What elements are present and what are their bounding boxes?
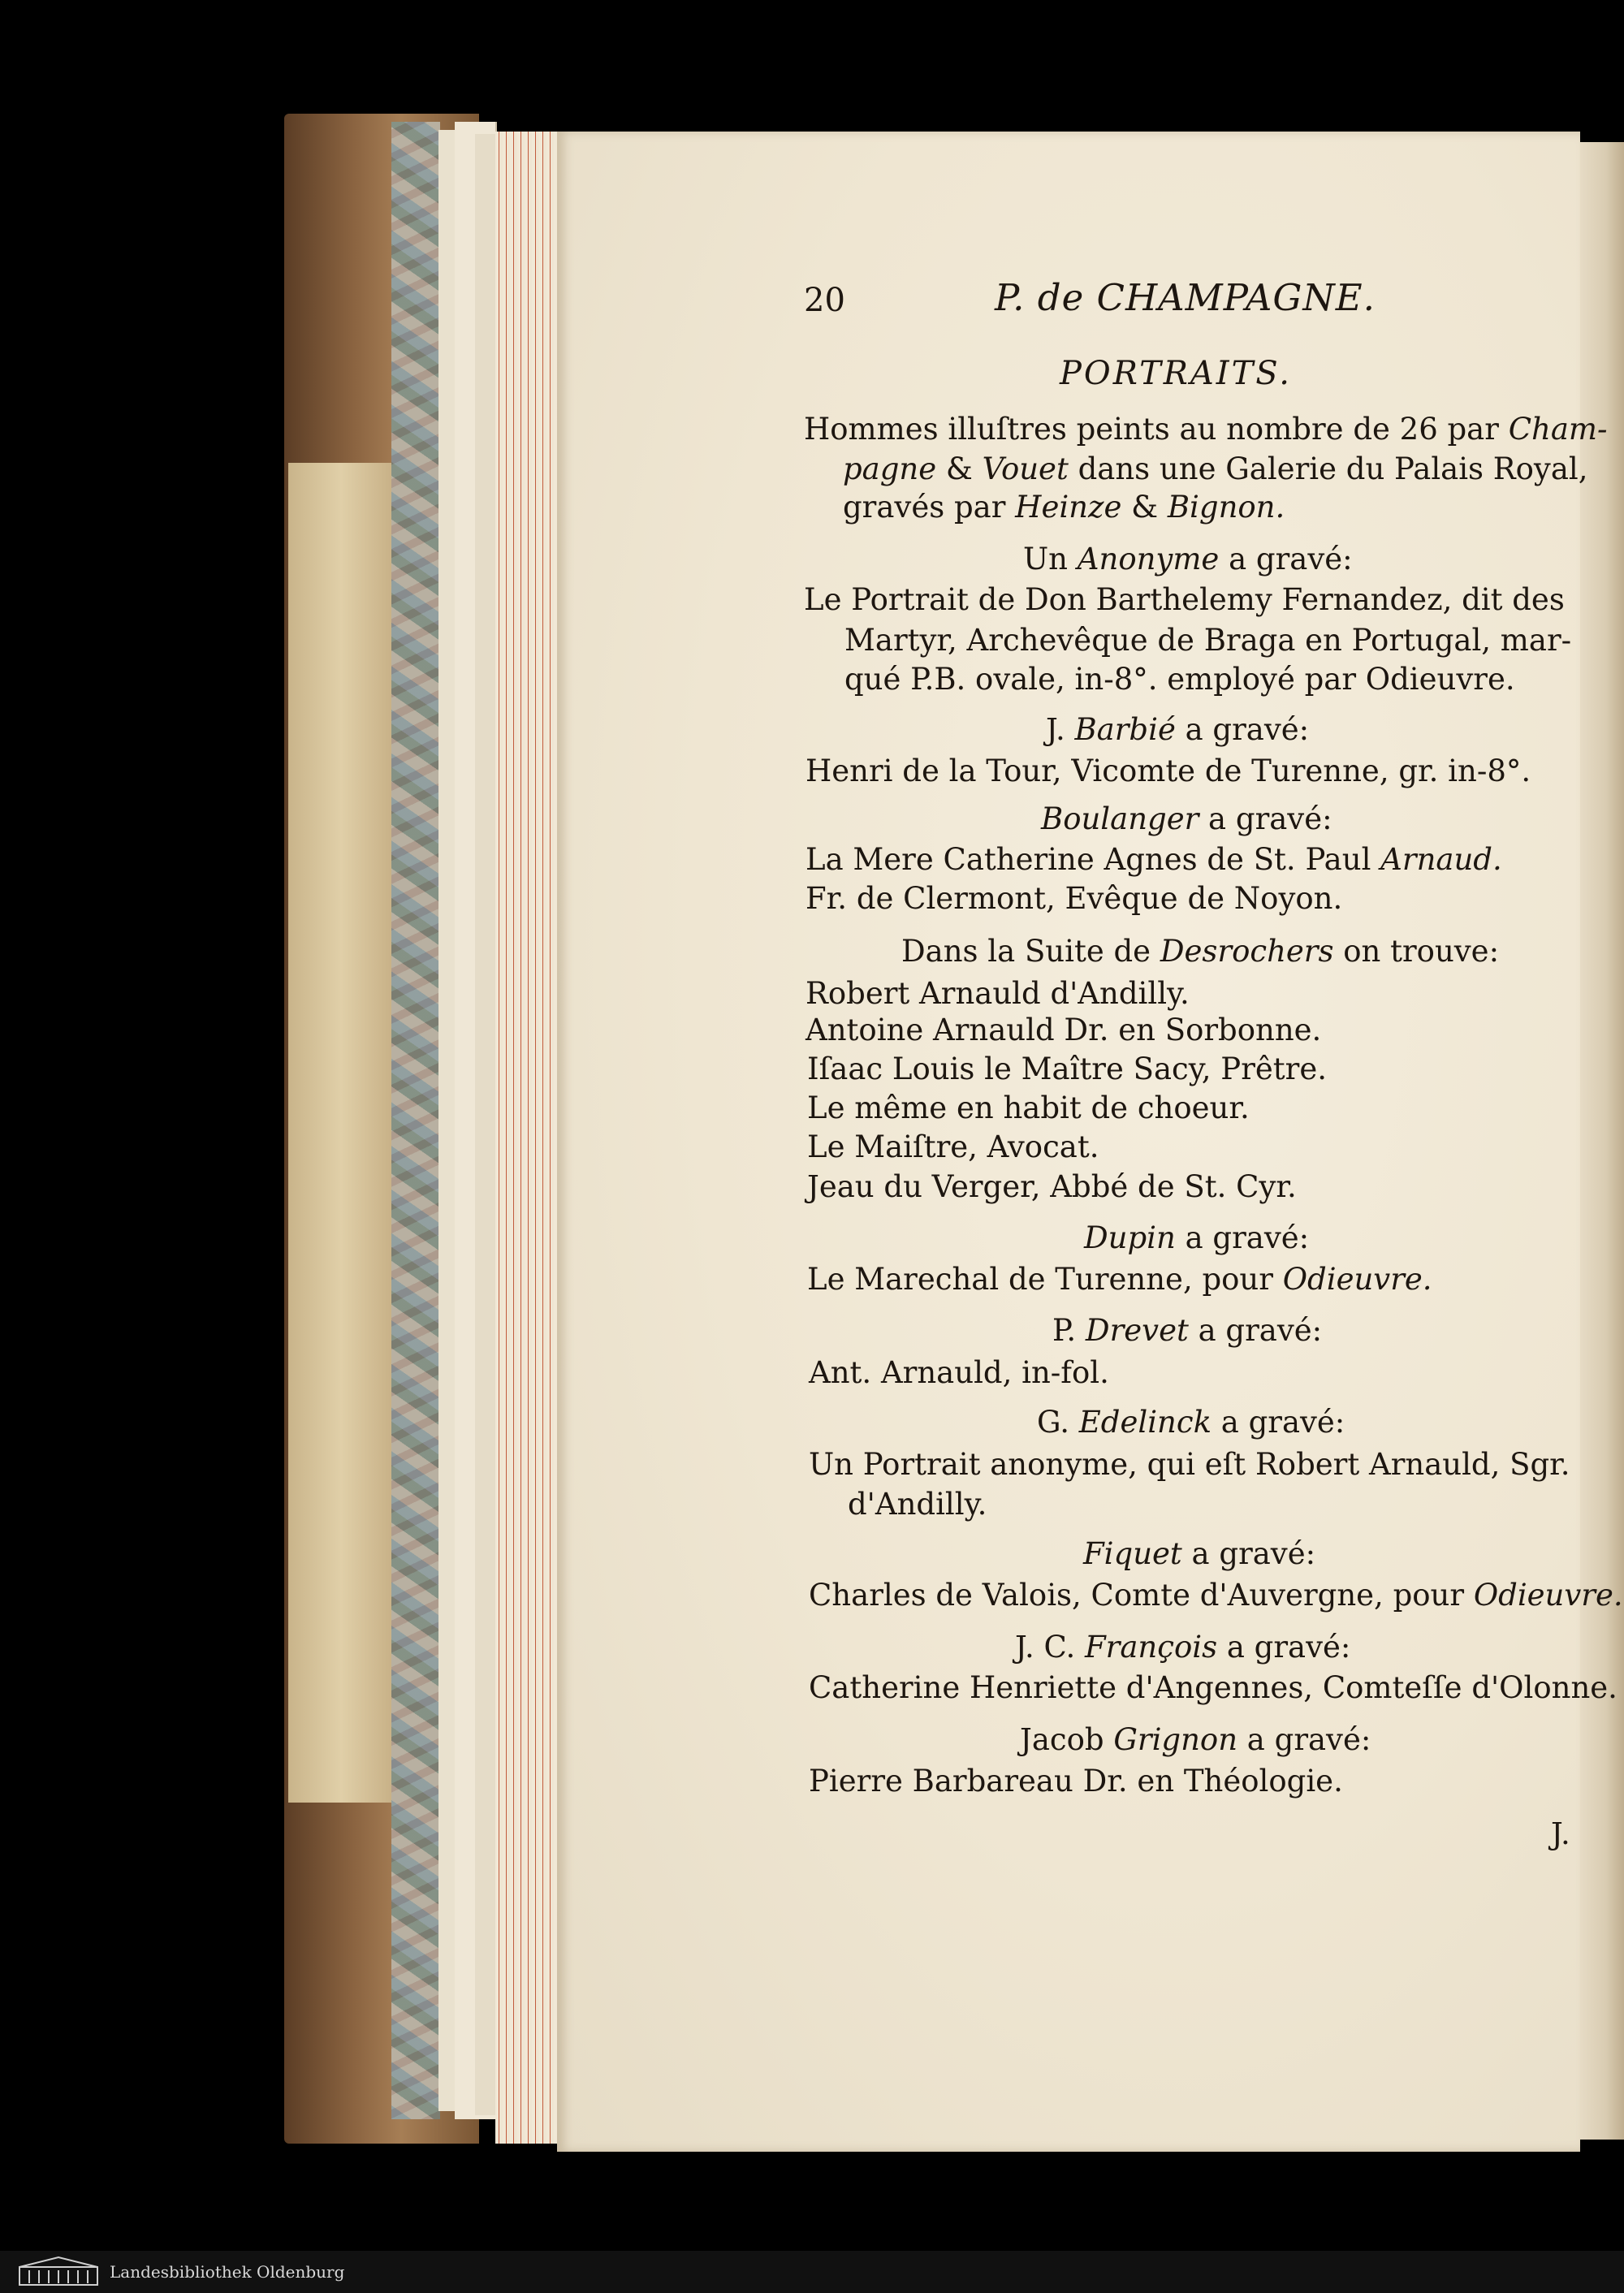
- italic-segment: Arnaud.: [1380, 842, 1502, 877]
- italic-segment: Odieuvre.: [1282, 1262, 1432, 1297]
- text-segment: Ant. Arnauld, in-fol.: [809, 1355, 1109, 1390]
- heading-line: [1020, 1722, 1371, 1757]
- heading-line: [1037, 1405, 1345, 1440]
- text-line: [806, 842, 1502, 877]
- text-segment: J. C.: [1015, 1630, 1085, 1665]
- text-segment: Le Portrait de Don Barthelemy Fernandez, dit des: [804, 582, 1565, 617]
- red-page-edges: [495, 132, 559, 2144]
- italic-segment: Barbié: [1074, 712, 1176, 747]
- text-segment: a gravé:: [1181, 1536, 1316, 1571]
- heading-line: [1052, 1313, 1323, 1348]
- text-segment: a gravé:: [1175, 1220, 1310, 1255]
- heading-line: [1083, 1536, 1316, 1571]
- text-line: [806, 1015, 1321, 1045]
- text-segment: Le Maiſtre, Avocat.: [807, 1129, 1099, 1164]
- text-segment: dans une Galerie du Palais Royal,: [1068, 451, 1588, 486]
- text-segment: Pierre Barbareau Dr. en Théologie.: [809, 1764, 1343, 1799]
- italic-segment: Bignon.: [1167, 490, 1285, 525]
- text-segment: Un: [1023, 542, 1078, 576]
- italic-segment: Fiquet: [1083, 1536, 1182, 1571]
- text-segment: on trouve:: [1333, 934, 1500, 969]
- italic-segment: Cham-: [1508, 412, 1608, 447]
- text-line: [806, 881, 1343, 916]
- heading-line: [1084, 1220, 1310, 1255]
- text-line: [807, 1051, 1327, 1086]
- text-line: [806, 976, 1190, 1011]
- text-line: [844, 623, 1572, 658]
- text-segment: qué P.B. ovale, in-8°. employé par Odieuvre.: [844, 662, 1515, 697]
- text-segment: &: [936, 451, 983, 486]
- text-segment: Robert Arnauld d'Andilly.: [806, 976, 1190, 1011]
- marbled-endpaper: [391, 122, 440, 2119]
- text-segment: Le même en habit de choeur.: [807, 1090, 1250, 1125]
- text-segment: Le Marechal de Turenne, pour: [807, 1262, 1283, 1297]
- cover-paper-strip: [288, 463, 394, 1803]
- text-segment: gravés par: [843, 490, 1016, 525]
- text-segment: Hommes illuſtres peints au nombre de 26 par: [804, 412, 1509, 447]
- text-segment: a gravé:: [1199, 801, 1332, 836]
- text-line: [807, 1090, 1250, 1125]
- italic-segment: Odieuvre.: [1473, 1578, 1623, 1613]
- text-segment: Antoine Arnauld Dr. en Sorbonne.: [806, 1013, 1322, 1047]
- page-number: 20: [804, 282, 845, 319]
- text-line: [804, 582, 1565, 617]
- text-line: [804, 412, 1608, 447]
- text-segment: a gravé:: [1219, 542, 1353, 576]
- italic-segment: Edelinck: [1078, 1405, 1212, 1440]
- text-segment: Iſaac Louis le Maître Sacy, Prêtre.: [807, 1051, 1327, 1086]
- italic-segment: Dupin: [1084, 1220, 1176, 1255]
- library-building-icon: [18, 2256, 99, 2287]
- text-segment: Fr. de Clermont, Evêque de Noyon.: [806, 881, 1343, 916]
- text-segment: G.: [1037, 1405, 1079, 1440]
- italic-segment: Desrochers: [1160, 934, 1334, 969]
- text-line: [806, 756, 1531, 786]
- text-segment: Jeau du Verger, Abbé de St. Cyr.: [807, 1169, 1297, 1204]
- heading-line: [1046, 712, 1310, 747]
- text-segment: La Mere Catherine Agnes de St. Paul: [806, 842, 1381, 877]
- italic-segment: pagne: [843, 451, 937, 486]
- catchword: J.: [1551, 1816, 1570, 1851]
- text-segment: Charles de Valois, Comte d'Auvergne, pour: [809, 1578, 1474, 1613]
- italic-segment: Grignon: [1113, 1722, 1238, 1757]
- italic-segment: François: [1085, 1630, 1218, 1665]
- text-line: [809, 1670, 1618, 1705]
- italic-segment: Boulanger: [1041, 801, 1199, 836]
- text-line: [844, 662, 1515, 697]
- text-segment: a gravé:: [1217, 1630, 1351, 1665]
- running-head: P. de CHAMPAGNE.: [995, 276, 1376, 319]
- text-segment: a gravé:: [1188, 1313, 1323, 1348]
- heading-line: [1041, 801, 1332, 836]
- heading-line: [1015, 1630, 1351, 1665]
- text-segment: Catherine Henriette d'Angennes, Comteſſe d'Olonne.: [809, 1670, 1618, 1705]
- text-line: [843, 490, 1285, 525]
- text-line: [848, 1487, 987, 1522]
- text-line: [809, 1355, 1109, 1390]
- text-line: [807, 1169, 1297, 1204]
- text-segment: J.: [1046, 712, 1075, 747]
- text-segment: Henri de la Tour, Vicomte de Turenne, gr. in-8°.: [806, 754, 1531, 788]
- text-line: [809, 1447, 1570, 1482]
- text-segment: P.: [1052, 1313, 1086, 1348]
- italic-segment: Vouet: [982, 451, 1069, 486]
- text-line: [843, 451, 1588, 486]
- section-title: PORTRAITS.: [1060, 355, 1292, 392]
- text-segment: d'Andilly.: [848, 1487, 987, 1522]
- library-name: Landesbibliothek Oldenburg: [110, 2262, 345, 2282]
- heading-line: [1023, 544, 1353, 574]
- text-line: [809, 1578, 1623, 1613]
- italic-segment: Drevet: [1085, 1313, 1189, 1348]
- text-segment: Dans la Suite de: [901, 934, 1160, 969]
- text-segment: a gravé:: [1237, 1722, 1371, 1757]
- text-segment: &: [1121, 490, 1168, 525]
- italic-segment: Heinze: [1015, 490, 1122, 525]
- text-segment: Jacob: [1020, 1722, 1114, 1757]
- text-line: [807, 1129, 1099, 1164]
- text-segment: Martyr, Archevêque de Braga en Portugal, mar-: [844, 623, 1572, 658]
- text-segment: a gravé:: [1212, 1405, 1345, 1440]
- italic-segment: Anonyme: [1077, 542, 1220, 576]
- text-segment: a gravé:: [1175, 712, 1310, 747]
- text-line: [809, 1764, 1343, 1799]
- text-segment: Un Portrait anonyme, qui eſt Robert Arnauld, Sgr.: [809, 1447, 1570, 1482]
- heading-line: [901, 934, 1500, 969]
- text-line: [807, 1262, 1432, 1297]
